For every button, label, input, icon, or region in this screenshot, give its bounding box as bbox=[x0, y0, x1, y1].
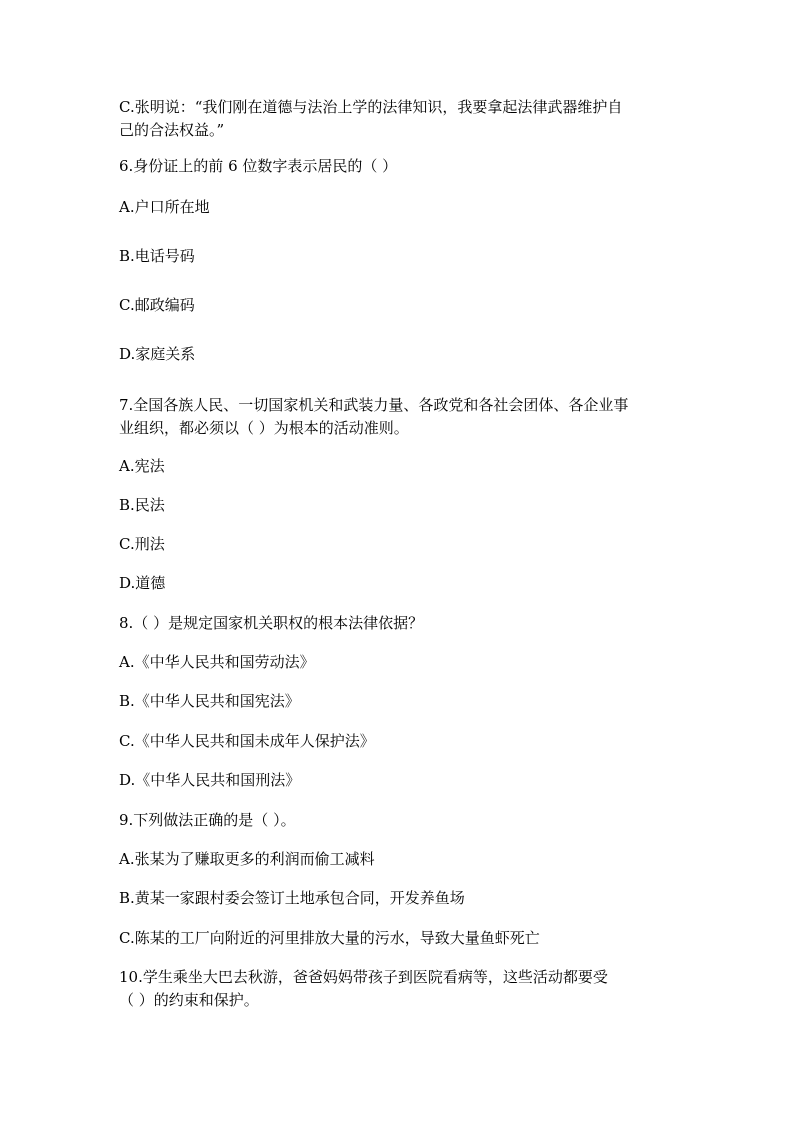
q7-option-b: B.民法 bbox=[119, 496, 165, 514]
q10-stem-line2: （ ）的约束和保护。 bbox=[119, 991, 259, 1009]
q6-option-b: B.电话号码 bbox=[119, 247, 195, 265]
q9-stem: 9.下列做法正确的是（ ）。 bbox=[119, 811, 296, 829]
q5-option-c-line1: C.张明说：“我们刚在道德与法治上学的法律知识，我要拿起法律武器维护自 bbox=[119, 98, 623, 116]
q7-option-d: D.道德 bbox=[119, 574, 166, 592]
q7-stem-line2: 业组织，都必须以（ ）为根本的活动准则。 bbox=[119, 419, 409, 437]
q6-stem: 6.身份证上的前 6 位数字表示居民的（ ） bbox=[119, 157, 398, 175]
q8-option-c: C.《中华人民共和国未成年人保护法》 bbox=[119, 732, 375, 750]
q7-stem-line1: 7.全国各族人民、一切国家机关和武装力量、各政党和各社会团体、各企业事 bbox=[119, 396, 629, 414]
q5-option-c-line2: 己的合法权益。” bbox=[119, 121, 225, 139]
q9-option-b: B.黄某一家跟村委会签订土地承包合同，开发养鱼场 bbox=[119, 889, 465, 907]
q9-option-a: A.张某为了赚取更多的利润而偷工减料 bbox=[119, 850, 375, 868]
q6-option-d: D.家庭关系 bbox=[119, 345, 196, 363]
q7-option-a: A.宪法 bbox=[119, 457, 165, 475]
q8-option-d: D.《中华人民共和国刑法》 bbox=[119, 771, 301, 789]
q8-option-a: A.《中华人民共和国劳动法》 bbox=[119, 653, 315, 671]
q6-option-a: A.户口所在地 bbox=[119, 198, 210, 216]
q10-stem-line1: 10.学生乘坐大巴去秋游，爸爸妈妈带孩子到医院看病等，这些活动都要受 bbox=[119, 968, 608, 986]
q7-option-c: C.刑法 bbox=[119, 535, 165, 553]
q9-option-c: C.陈某的工厂向附近的河里排放大量的污水，导致大量鱼虾死亡 bbox=[119, 929, 540, 947]
q6-option-c: C.邮政编码 bbox=[119, 296, 195, 314]
q8-option-b: B.《中华人民共和国宪法》 bbox=[119, 692, 300, 710]
q8-stem: 8.（ ）是规定国家机关职权的根本法律依据？ bbox=[119, 614, 424, 632]
